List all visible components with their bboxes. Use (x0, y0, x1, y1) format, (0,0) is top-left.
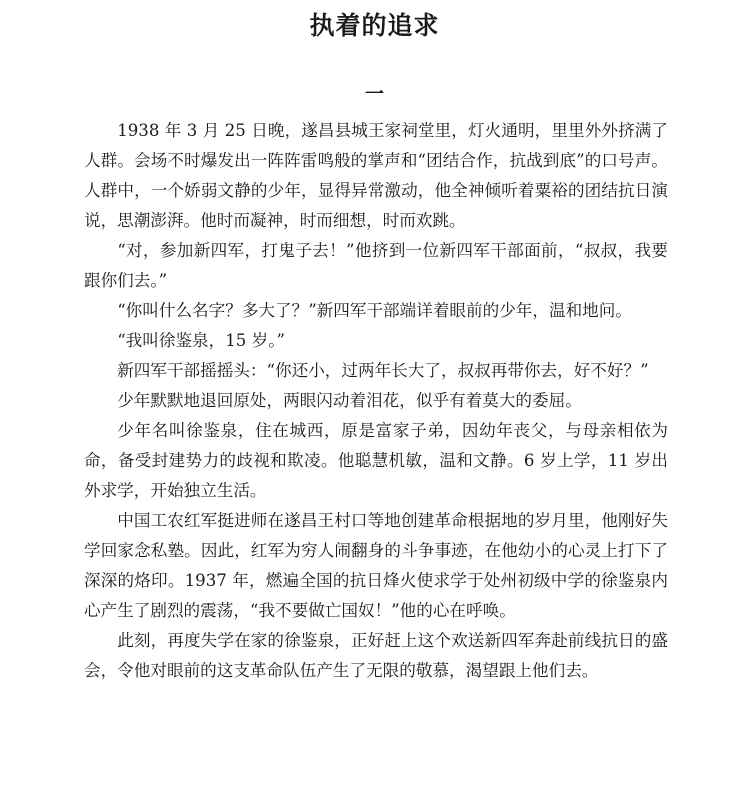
chapter-title: 执着的追求 (309, 11, 440, 40)
section-number: 一 (364, 83, 384, 105)
paragraph: 此刻，再度失学在家的徐鉴泉，正好赶上这个欢送新四军奔赴前线抗日的盛会，令他对眼前的这支革命队伍产生了无限的敬慕，渴望跟上他们去。 (84, 631, 668, 680)
paragraph: 少年默默地退回原处，两眼闪动着泪花，似乎有着莫大的委屈。 (117, 391, 582, 410)
paragraph: “对，参加新四军，打鬼子去！”他挤到一位新四军干部面前，“叔叔，我要跟你们去。” (84, 241, 668, 290)
paragraph: 少年名叫徐鉴泉，住在城西，原是富家子弟，因幼年丧父，与母亲相依为命，备受封建势力的歧视和欺凌。他聪慧机敏，温和文静。6 岁上学，11 岁出外求学，开始独立生活。 (84, 421, 668, 500)
paragraph: “你叫什么名字？多大了？”新四军干部端详着眼前的少年，温和地问。 (117, 301, 632, 320)
paragraph: 1938 年 3 月 25 日晚，遂昌县城王家祠堂里，灯火通明，里里外外挤满了人群。会场不时爆发出一阵阵雷鸣般的掌声和“团结合作，抗战到底”的口号声。人群中，一个娇弱文静的少年，显得异常激动，他全神倾听着粟裕的团结抗日演说，思潮澎湃。他时而凝神，时而细想，时而欢跳。 (84, 121, 668, 230)
paragraph: 中国工农红军挺进师在遂昌王村口等地创建革命根据地的岁月里，他刚好失学回家念私塾。因此，红军为穷人闹翻身的斗争事迹，在他幼小的心灵上打下了深深的烙印。1937 年，燃遍全国的抗日烽火使求学于处州初级中学的徐鉴泉内心产生了剧烈的震荡，“我不要做亡国奴！”他的心在呼唤。 (84, 511, 668, 620)
paragraph: “我叫徐鉴泉，15 岁。” (117, 331, 285, 350)
body-text (84, 116, 668, 686)
paragraph: 新四军干部摇摇头：“你还小，过两年长大了，叔叔再带你去，好不好？” (117, 361, 649, 380)
